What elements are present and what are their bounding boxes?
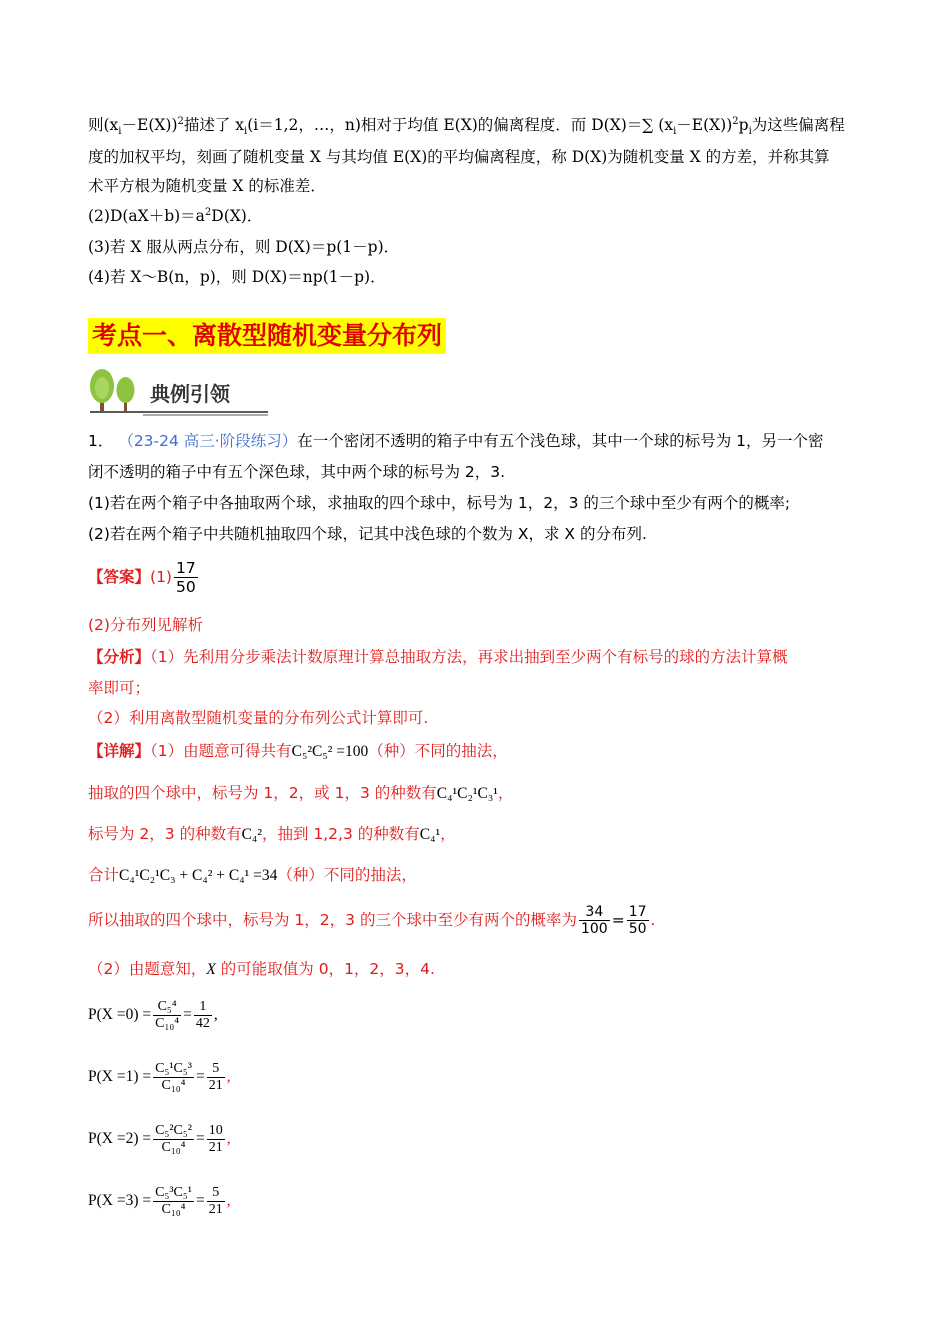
problem-source: （23-24 高三·阶段练习） [118, 432, 298, 450]
problem-question-2: (2)若在两个箱子中共随机抽取四个球，记其中浅色球的个数为 X，求 X 的分布列. [88, 525, 647, 543]
analysis-line3: （2）利用离散型随机变量的分布列公式计算即可. [88, 709, 429, 727]
variance-definition-line2: 度的加权平均，刻画了随机变量 X 与其均值 E(X)的平均偏离程度，称 D(X)为随机变量 X 的方差，并称其算 [88, 148, 830, 166]
variance-definition-line1: 则$(x_i-E(X))^2$描述了 $x_i(i=1,2$，…，n)相对于均值 E(X)的偏离程度．而 D(X)＝∑ $(x_i-E(X))^2p_i$为这些偏离程 [88, 115, 845, 138]
problem-line1: 1． （23-24 高三·阶段练习）在一个密闭不透明的箱子中有五个浅色球，其中一个球的标号为 1，另一个密 [88, 432, 824, 450]
answer-part2: (2)分布列见解析 [88, 616, 203, 634]
variance-property-4: (4)若 X～B(n，p)，则 D(X)＝np(1－p)． [88, 268, 386, 286]
section-heading: 考点一、离散型随机变量分布列 [88, 318, 446, 354]
detail-line3: 标号为 2，3 的种数有C₄²，抽到 1,2,3 的种数有C₄¹， [88, 825, 456, 843]
prob-row-1: P(X =1) = $\frac{\text{C₅¹C₅³}}{\text{C₁₀⁴}}$ = $\frac{5}{21}$ , [88, 1060, 231, 1093]
detail-line4: 合计C₄¹C₂¹C₃ + C₄² + C₄¹ =34（种）不同的抽法， [88, 866, 417, 884]
detail-label: 【详解】 [88, 742, 151, 760]
problem-question-1: (1)若在两个箱子中各抽取两个球，求抽取的四个球中，标号为 1，2，3 的三个球中至少有两个的概率; [88, 494, 791, 512]
prob-row-2: P(X =2) = $\frac{\text{C₅²C₅²}}{\text{C₁₀⁴}}$ = $\frac{10}{21}$ , [88, 1122, 231, 1155]
analysis-line2: 率即可； [88, 679, 151, 697]
analysis-label: 【分析】 [88, 648, 151, 666]
answer-line: 【答案】(1) $\frac{17}{50}$ [88, 559, 196, 596]
variance-property-2: $(2)D(aX+b)=a^2D(X)$． [88, 206, 263, 225]
analysis-line1: 【分析】（1）先利用分步乘法计数原理计算总抽取方法，再求出抽到至少两个有标号的球的方法计算概 [88, 648, 788, 666]
example-banner [88, 366, 273, 416]
variance-definition-line3: 术平方根为随机变量 X 的标准差． [88, 177, 326, 195]
variance-property-3: (3)若 X 服从两点分布，则 D(X)＝p(1－p)． [88, 238, 400, 256]
detail-line1: 【详解】（1）由题意可得共有C₅²C₅² =100（种）不同的抽法， [88, 742, 508, 760]
problem-line2: 闭不透明的箱子中有五个深色球，其中两个球的标号为 2，3. [88, 463, 506, 481]
detail-line5: 所以抽取的四个球中，标号为 1，2，3 的三个球中至少有两个的概率为 $\frac{34}{100}$ = $\frac{17}{50}$ . [88, 904, 656, 937]
example-banner-label: 典例引领 [150, 382, 230, 406]
prob-row-0: P(X =0) = $\frac{\text{C₅⁴}}{\text{C₁₀⁴}}$ = $\frac{1}{42}$ , [88, 998, 218, 1031]
detail-line6: （2）由题意知，X 的可能取值为 0，1，2，3，4. [88, 960, 435, 978]
answer-label: 【答案】 [88, 568, 151, 586]
prob-row-3: P(X =3) = $\frac{\text{C₅³C₅¹}}{\text{C₁₀⁴}}$ = $\frac{5}{21}$ , [88, 1184, 231, 1217]
detail-line2: 抽取的四个球中，标号为 1，2，或 1，3 的种数有C₄¹C₂¹C₃¹， [88, 784, 514, 802]
